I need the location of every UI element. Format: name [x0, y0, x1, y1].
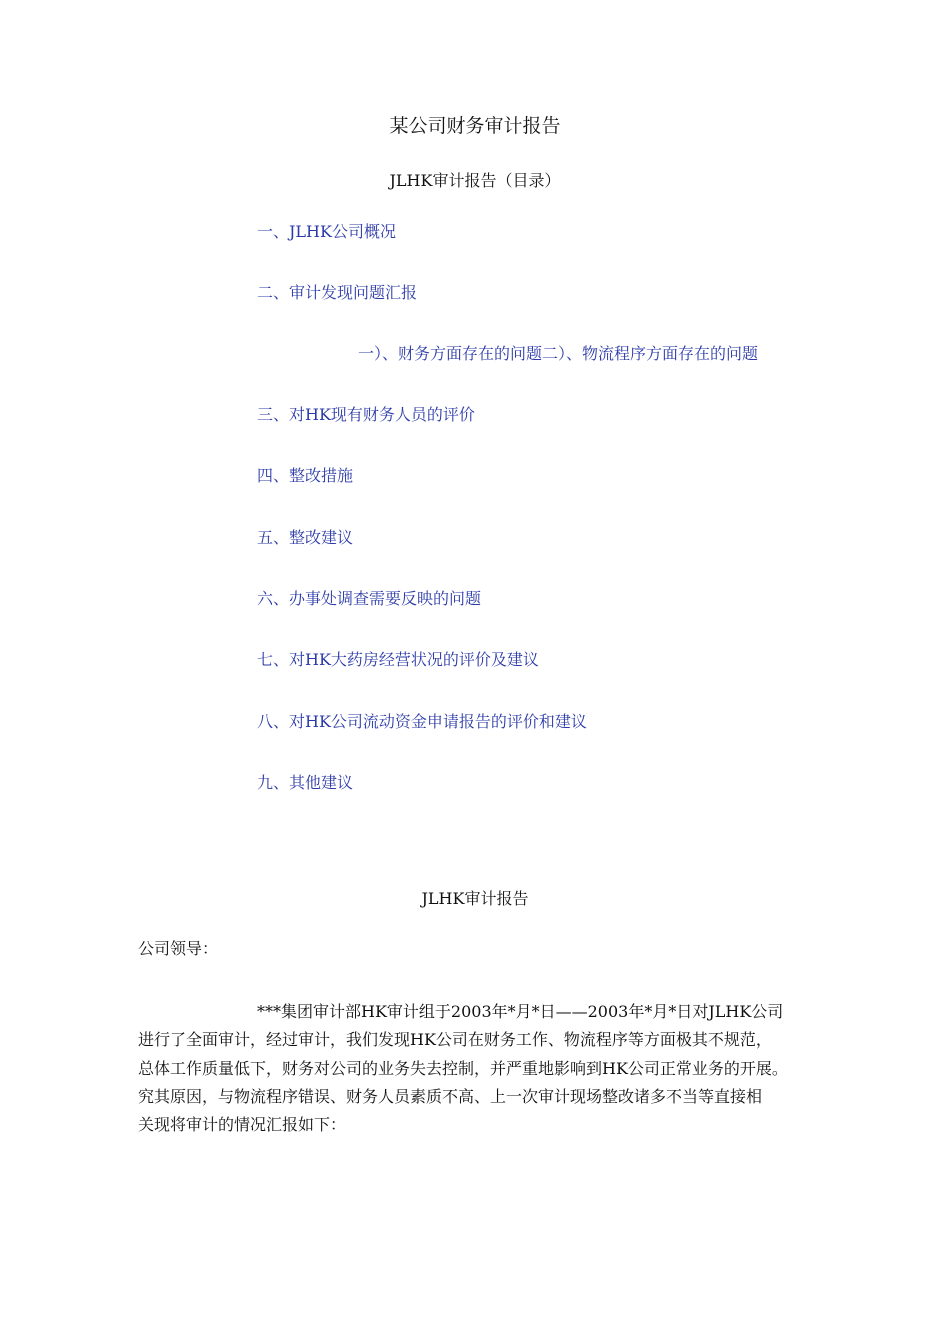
toc-item-6[interactable]: 六、办事处调查需要反映的问题: [257, 589, 482, 608]
body-line: 究其原因，与物流程序错误、财务人员素质不高、上一次审计现场整改诸多不当等直接相: [138, 1086, 763, 1106]
toc-item-5[interactable]: 五、整改建议: [257, 528, 354, 547]
toc-item-8[interactable]: 八、对HK公司流动资金申请报告的评价和建议: [257, 712, 587, 731]
report-heading: JLHK审计报告: [421, 889, 529, 908]
body-line: 总体工作质量低下，财务对公司的业务失去控制，并严重地影响到HK公司正常业务的开展。: [138, 1058, 788, 1078]
document-title: 某公司财务审计报告: [389, 115, 561, 137]
toc-item-3[interactable]: 三、对HK现有财务人员的评价: [257, 405, 475, 424]
toc-item-1[interactable]: 一、JLHK公司概况: [257, 222, 396, 241]
toc-item-7[interactable]: 七、对HK大药房经营状况的评价及建议: [257, 650, 539, 669]
salutation: 公司领导：: [138, 939, 219, 958]
body-line: 进行了全面审计，经过审计，我们发现HK公司在财务工作、物流程序等方面极其不规范，: [138, 1030, 772, 1050]
body-paragraph: [138, 998, 838, 1139]
toc-item-2[interactable]: 二、审计发现问题汇报: [257, 283, 418, 302]
body-line: 关现将审计的情况汇报如下：: [138, 1115, 347, 1135]
toc-item-9[interactable]: 九、其他建议: [257, 773, 354, 792]
toc-heading: JLHK审计报告（目录）: [389, 171, 561, 190]
toc-item-2-sub[interactable]: 一）、财务方面存在的问题二）、物流程序方面存在的问题: [358, 344, 759, 363]
toc-item-4[interactable]: 四、整改措施: [257, 466, 354, 485]
body-line: ***集团审计部HK审计组于2003年*月*日——2003年*月*日对JLHK公司: [257, 1002, 784, 1021]
